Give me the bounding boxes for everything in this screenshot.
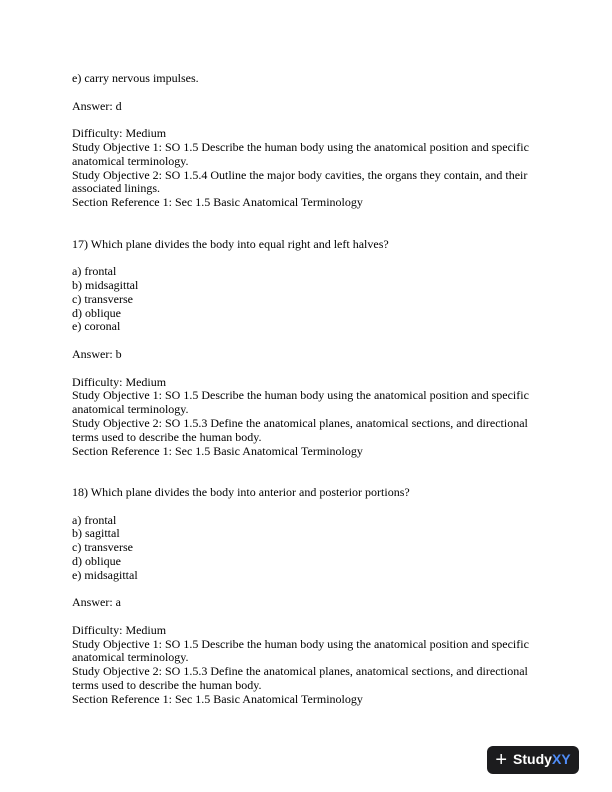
difficulty-line: Difficulty: Medium (72, 622, 167, 637)
brand-xy: XY (551, 751, 571, 768)
study-objective-2-line-1: Study Objective 2: SO 1.5.3 Define the anatomical planes, anatomical sections, and directional (72, 415, 528, 430)
difficulty-line: Difficulty: Medium (72, 374, 167, 389)
study-objective-1-line-1: Study Objective 1: SO 1.5 Describe the human body using the anatomical position and specific (72, 636, 529, 651)
option-e: e) coronal (72, 319, 121, 334)
study-objective-1-line-1: Study Objective 1: SO 1.5 Describe the human body using the anatomical position and specific (72, 388, 529, 403)
option-b: b) midsagittal (72, 277, 139, 292)
study-objective-1-line-2: anatomical terminology. (72, 650, 189, 665)
answer-line: Answer: d (72, 98, 122, 113)
option-a: a) frontal (72, 512, 117, 527)
section-reference: Section Reference 1: Sec 1.5 Basic Anatomical Terminology (72, 691, 363, 706)
studyxy-watermark (487, 746, 579, 774)
document-body (72, 72, 538, 707)
plus-icon: + (495, 749, 508, 771)
previous-question-block (72, 72, 538, 210)
answer-line: Answer: b (72, 346, 122, 361)
option-d: d) oblique (72, 305, 121, 320)
option-e: e) carry nervous impulses. (72, 71, 199, 85)
option-b: b) sagittal (72, 526, 120, 541)
brand-study: Study (513, 751, 552, 768)
option-a: a) frontal (72, 264, 117, 279)
question-text: 17) Which plane divides the body into equal right and left halves? (72, 236, 389, 251)
study-objective-2-line-2: terms used to describe the human body. (72, 678, 262, 693)
study-objective-1-line-2: anatomical terminology. (72, 153, 189, 168)
option-e: e) midsagittal (72, 567, 138, 582)
question-18-block (72, 486, 538, 707)
section-reference: Section Reference 1: Sec 1.5 Basic Anatomical Terminology (72, 195, 363, 210)
option-c: c) transverse (72, 540, 133, 555)
study-objective-2-line-2: terms used to describe the human body. (72, 429, 262, 444)
section-reference: Section Reference 1: Sec 1.5 Basic Anatomical Terminology (72, 443, 363, 458)
option-d: d) oblique (72, 553, 121, 568)
study-objective-2-line-1: Study Objective 2: SO 1.5.3 Define the anatomical planes, anatomical sections, and directional (72, 664, 528, 679)
option-c: c) transverse (72, 291, 133, 306)
question-17-block (72, 238, 538, 459)
difficulty-line: Difficulty: Medium (72, 126, 167, 141)
answer-line: Answer: a (72, 595, 121, 610)
study-objective-2-line-2: associated linings. (72, 181, 160, 196)
study-objective-1-line-1: Study Objective 1: SO 1.5 Describe the human body using the anatomical position and specific (72, 139, 529, 154)
question-text: 18) Which plane divides the body into anterior and posterior portions? (72, 484, 410, 499)
study-objective-1-line-2: anatomical terminology. (72, 402, 189, 417)
study-objective-2-line-1: Study Objective 2: SO 1.5.4 Outline the major body cavities, the organs they contain, and their (72, 167, 528, 182)
